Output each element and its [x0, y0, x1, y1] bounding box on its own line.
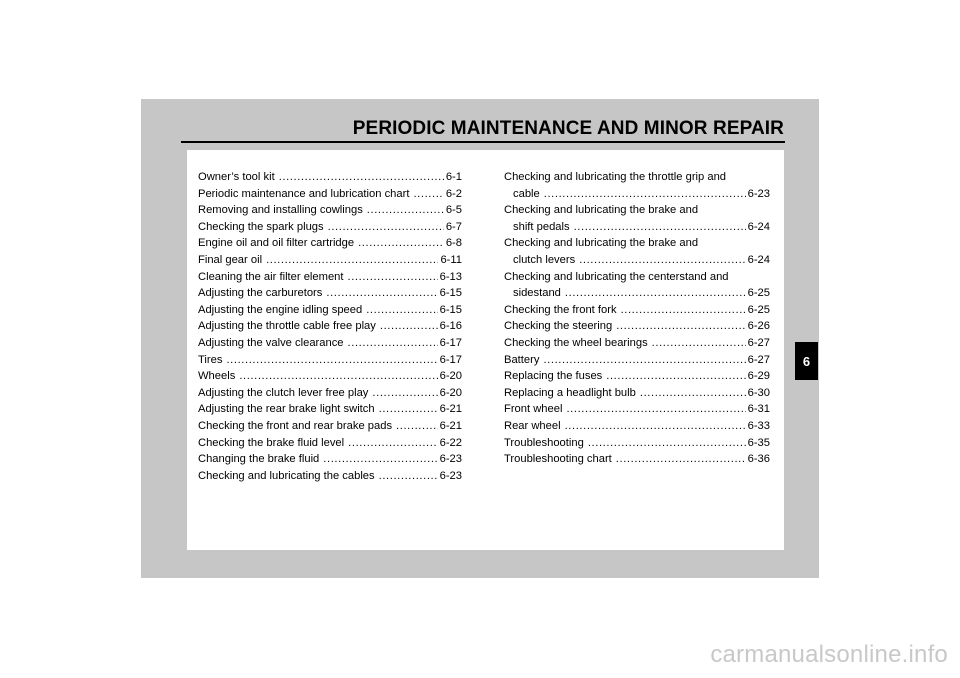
- toc-dot-leader: [266, 252, 438, 269]
- toc-dot-leader: [366, 302, 437, 319]
- toc-entry[interactable]: [504, 401, 770, 418]
- toc-page-number: 6-33: [747, 419, 770, 432]
- toc-page-number: 6-17: [439, 353, 462, 366]
- toc-page-number: 6-30: [747, 386, 770, 399]
- toc-entry[interactable]: [198, 385, 462, 402]
- toc-page-number: 6-24: [747, 220, 770, 233]
- toc-entry[interactable]: [198, 435, 462, 452]
- toc-page-number: 6-20: [439, 370, 462, 383]
- toc-entry-title: Troubleshooting chart: [504, 453, 612, 466]
- toc-entry[interactable]: [504, 285, 770, 302]
- toc-dot-leader: [413, 186, 443, 203]
- toc-dot-leader: [621, 302, 746, 319]
- toc-entry-title: Troubleshooting: [504, 436, 584, 449]
- toc-entry-title: Adjusting the carburetors: [198, 287, 323, 300]
- toc-entry-first-line[interactable]: Checking and lubricating the throttle grip and: [504, 171, 727, 183]
- toc-entry[interactable]: [198, 302, 462, 319]
- toc-entry[interactable]: [198, 285, 462, 302]
- toc-entry[interactable]: [504, 186, 770, 203]
- toc-entry[interactable]: [198, 352, 462, 369]
- toc-entry-title: Front wheel: [504, 403, 563, 416]
- toc-entry-title: Checking the front and rear brake pads: [198, 419, 393, 432]
- toc-entry-title: Rear wheel: [504, 419, 561, 432]
- toc-page-number: 6-25: [747, 287, 770, 300]
- toc-dot-leader: [328, 219, 444, 236]
- toc-entry[interactable]: [504, 385, 770, 402]
- toc-dot-leader: [606, 368, 745, 385]
- toc-dot-leader: [616, 451, 746, 468]
- title-rule: [181, 141, 785, 143]
- toc-entry-title: Checking the spark plugs: [198, 220, 324, 233]
- toc-dot-leader: [348, 435, 437, 452]
- toc-dot-leader: [379, 401, 438, 418]
- toc-entry[interactable]: [504, 252, 770, 269]
- toc-dot-leader: [652, 335, 746, 352]
- toc-page-number: 6-16: [439, 320, 462, 333]
- toc-page-number: 6-2: [445, 187, 462, 200]
- toc-page-number: 6-5: [445, 204, 462, 217]
- toc-entry-title: Changing the brake fluid: [198, 453, 320, 466]
- toc-entry-title: Wheels: [198, 370, 236, 383]
- toc-entry-title: Checking the wheel bearings: [504, 336, 648, 349]
- toc-entry-title: Checking and lubricating the cables: [198, 469, 375, 482]
- toc-entry[interactable]: [198, 235, 462, 252]
- toc-dot-leader: [565, 418, 746, 435]
- toc-page-number: 6-36: [747, 453, 770, 466]
- toc-page-number: 6-17: [439, 336, 462, 349]
- toc-entry-title: Removing and installing cowlings: [198, 204, 363, 217]
- toc-dot-leader: [379, 468, 438, 485]
- toc-entry-title: sidestand: [513, 287, 561, 300]
- toc-entry-title: Replacing a headlight bulb: [504, 386, 636, 399]
- toc-entry[interactable]: [504, 368, 770, 385]
- toc-page-number: 6-15: [439, 287, 462, 300]
- watermark: carmanualsonline.info: [710, 641, 948, 668]
- toc-dot-leader: [380, 318, 438, 335]
- toc-entry-title: Periodic maintenance and lubrication chart: [198, 187, 410, 200]
- toc-entry-first-line[interactable]: Checking and lubricating the brake and: [504, 237, 699, 250]
- toc-entry-title: Adjusting the engine idling speed: [198, 303, 363, 316]
- toc-entry[interactable]: [198, 451, 462, 468]
- toc-entry-title: Cleaning the air filter element: [198, 270, 344, 283]
- toc-entry-title: Owner’s tool kit: [198, 171, 275, 183]
- toc-entry[interactable]: [504, 219, 770, 236]
- toc-dot-leader: [616, 318, 745, 335]
- toc-entry-title: Adjusting the rear brake light switch: [198, 403, 375, 416]
- toc-dot-leader: [348, 335, 438, 352]
- toc-dot-leader: [239, 368, 437, 385]
- toc-page-number: 6-23: [439, 469, 462, 482]
- toc-entry[interactable]: [198, 252, 462, 269]
- toc-entry[interactable]: [198, 269, 462, 286]
- toc-page-number: 6-13: [439, 270, 462, 283]
- toc-entry-title: Replacing the fuses: [504, 370, 603, 383]
- toc-entry-title: Checking the steering: [504, 320, 613, 333]
- toc-entry[interactable]: [198, 418, 462, 435]
- toc-entry-title: shift pedals: [513, 220, 570, 233]
- page-title: PERIODIC MAINTENANCE AND MINOR REPAIR: [352, 118, 784, 139]
- toc-entry[interactable]: [198, 169, 462, 186]
- toc-entry-title: Tires: [198, 353, 223, 366]
- toc-entry-title: Adjusting the throttle cable free play: [198, 320, 376, 333]
- toc-dot-leader: [279, 169, 444, 186]
- toc-dot-leader: [566, 401, 745, 418]
- toc-page-number: 6-23: [439, 453, 462, 466]
- toc-page-number: 6-1: [445, 171, 462, 183]
- toc-entry[interactable]: [504, 352, 770, 369]
- toc-dot-leader: [579, 252, 745, 269]
- toc-entry[interactable]: [198, 401, 462, 418]
- toc-dot-leader: [544, 186, 746, 203]
- toc-dot-leader: [323, 451, 437, 468]
- toc-page-number: 6-22: [439, 436, 462, 449]
- toc-page-number: 6-27: [747, 336, 770, 349]
- toc-entry-title: Engine oil and oil filter cartridge: [198, 237, 355, 250]
- toc-dot-leader: [226, 352, 437, 369]
- toc-entry-title: cable: [513, 187, 540, 200]
- toc-page-number: 6-26: [747, 320, 770, 333]
- toc-left-column: [198, 169, 462, 484]
- toc-page-number: 6-29: [747, 370, 770, 383]
- toc-page-number: 6-27: [747, 353, 770, 366]
- toc-page-number: 6-21: [439, 419, 462, 432]
- toc-entry[interactable]: [504, 451, 770, 468]
- toc-entry[interactable]: [198, 202, 462, 219]
- toc-dot-leader: [326, 285, 437, 302]
- toc-entry[interactable]: [198, 468, 462, 485]
- toc-page-number: 6-21: [439, 403, 462, 416]
- toc-dot-leader: [588, 435, 746, 452]
- toc-entry[interactable]: [504, 418, 770, 435]
- toc-page-number: 6-25: [747, 303, 770, 316]
- toc-dot-leader: [543, 352, 745, 369]
- toc-entry[interactable]: [198, 368, 462, 385]
- toc-entry[interactable]: [504, 318, 770, 335]
- toc-entry-title: clutch levers: [513, 253, 576, 266]
- toc-entry[interactable]: [198, 219, 462, 236]
- toc-dot-leader: [367, 202, 444, 219]
- chapter-tab[interactable]: 6: [795, 342, 818, 380]
- toc-dot-leader: [565, 285, 746, 302]
- toc-page-number: 6-15: [439, 303, 462, 316]
- toc-dot-leader: [640, 385, 746, 402]
- toc-entry[interactable]: [504, 302, 770, 319]
- toc-page-number: 6-35: [747, 436, 770, 449]
- toc-entry-first-line[interactable]: Checking and lubricating the centerstand and: [504, 270, 729, 283]
- toc-entry[interactable]: [198, 335, 462, 352]
- toc-page-number: 6-31: [747, 403, 770, 416]
- toc-entry[interactable]: [504, 435, 770, 452]
- toc-dot-leader: [574, 219, 746, 236]
- toc-entry[interactable]: [504, 335, 770, 352]
- toc-entry-title: Checking the brake fluid level: [198, 436, 345, 449]
- toc-page-number: 6-8: [445, 237, 462, 250]
- toc-right-column: [504, 169, 770, 468]
- toc-entry-first-line[interactable]: Checking and lubricating the brake and: [504, 204, 699, 217]
- toc-page-number: 6-24: [747, 253, 770, 266]
- toc-page-number: 6-11: [440, 253, 462, 266]
- toc-entry-title: Adjusting the valve clearance: [198, 336, 344, 349]
- toc-entry-title: Battery: [504, 353, 540, 366]
- toc-entry-title: Checking the front fork: [504, 303, 617, 316]
- toc-entry[interactable]: [198, 318, 462, 335]
- toc-page-number: 6-20: [439, 386, 462, 399]
- toc-entry-title: Final gear oil: [198, 253, 263, 266]
- toc-dot-leader: [396, 418, 438, 435]
- toc-dot-leader: [358, 235, 444, 252]
- toc-page-number: 6-23: [747, 187, 770, 200]
- toc-dot-leader: [372, 385, 437, 402]
- toc-entry-title: Adjusting the clutch lever free play: [198, 386, 369, 399]
- toc-page-number: 6-7: [445, 220, 462, 233]
- toc-entry[interactable]: [198, 186, 462, 203]
- toc-dot-leader: [348, 269, 438, 286]
